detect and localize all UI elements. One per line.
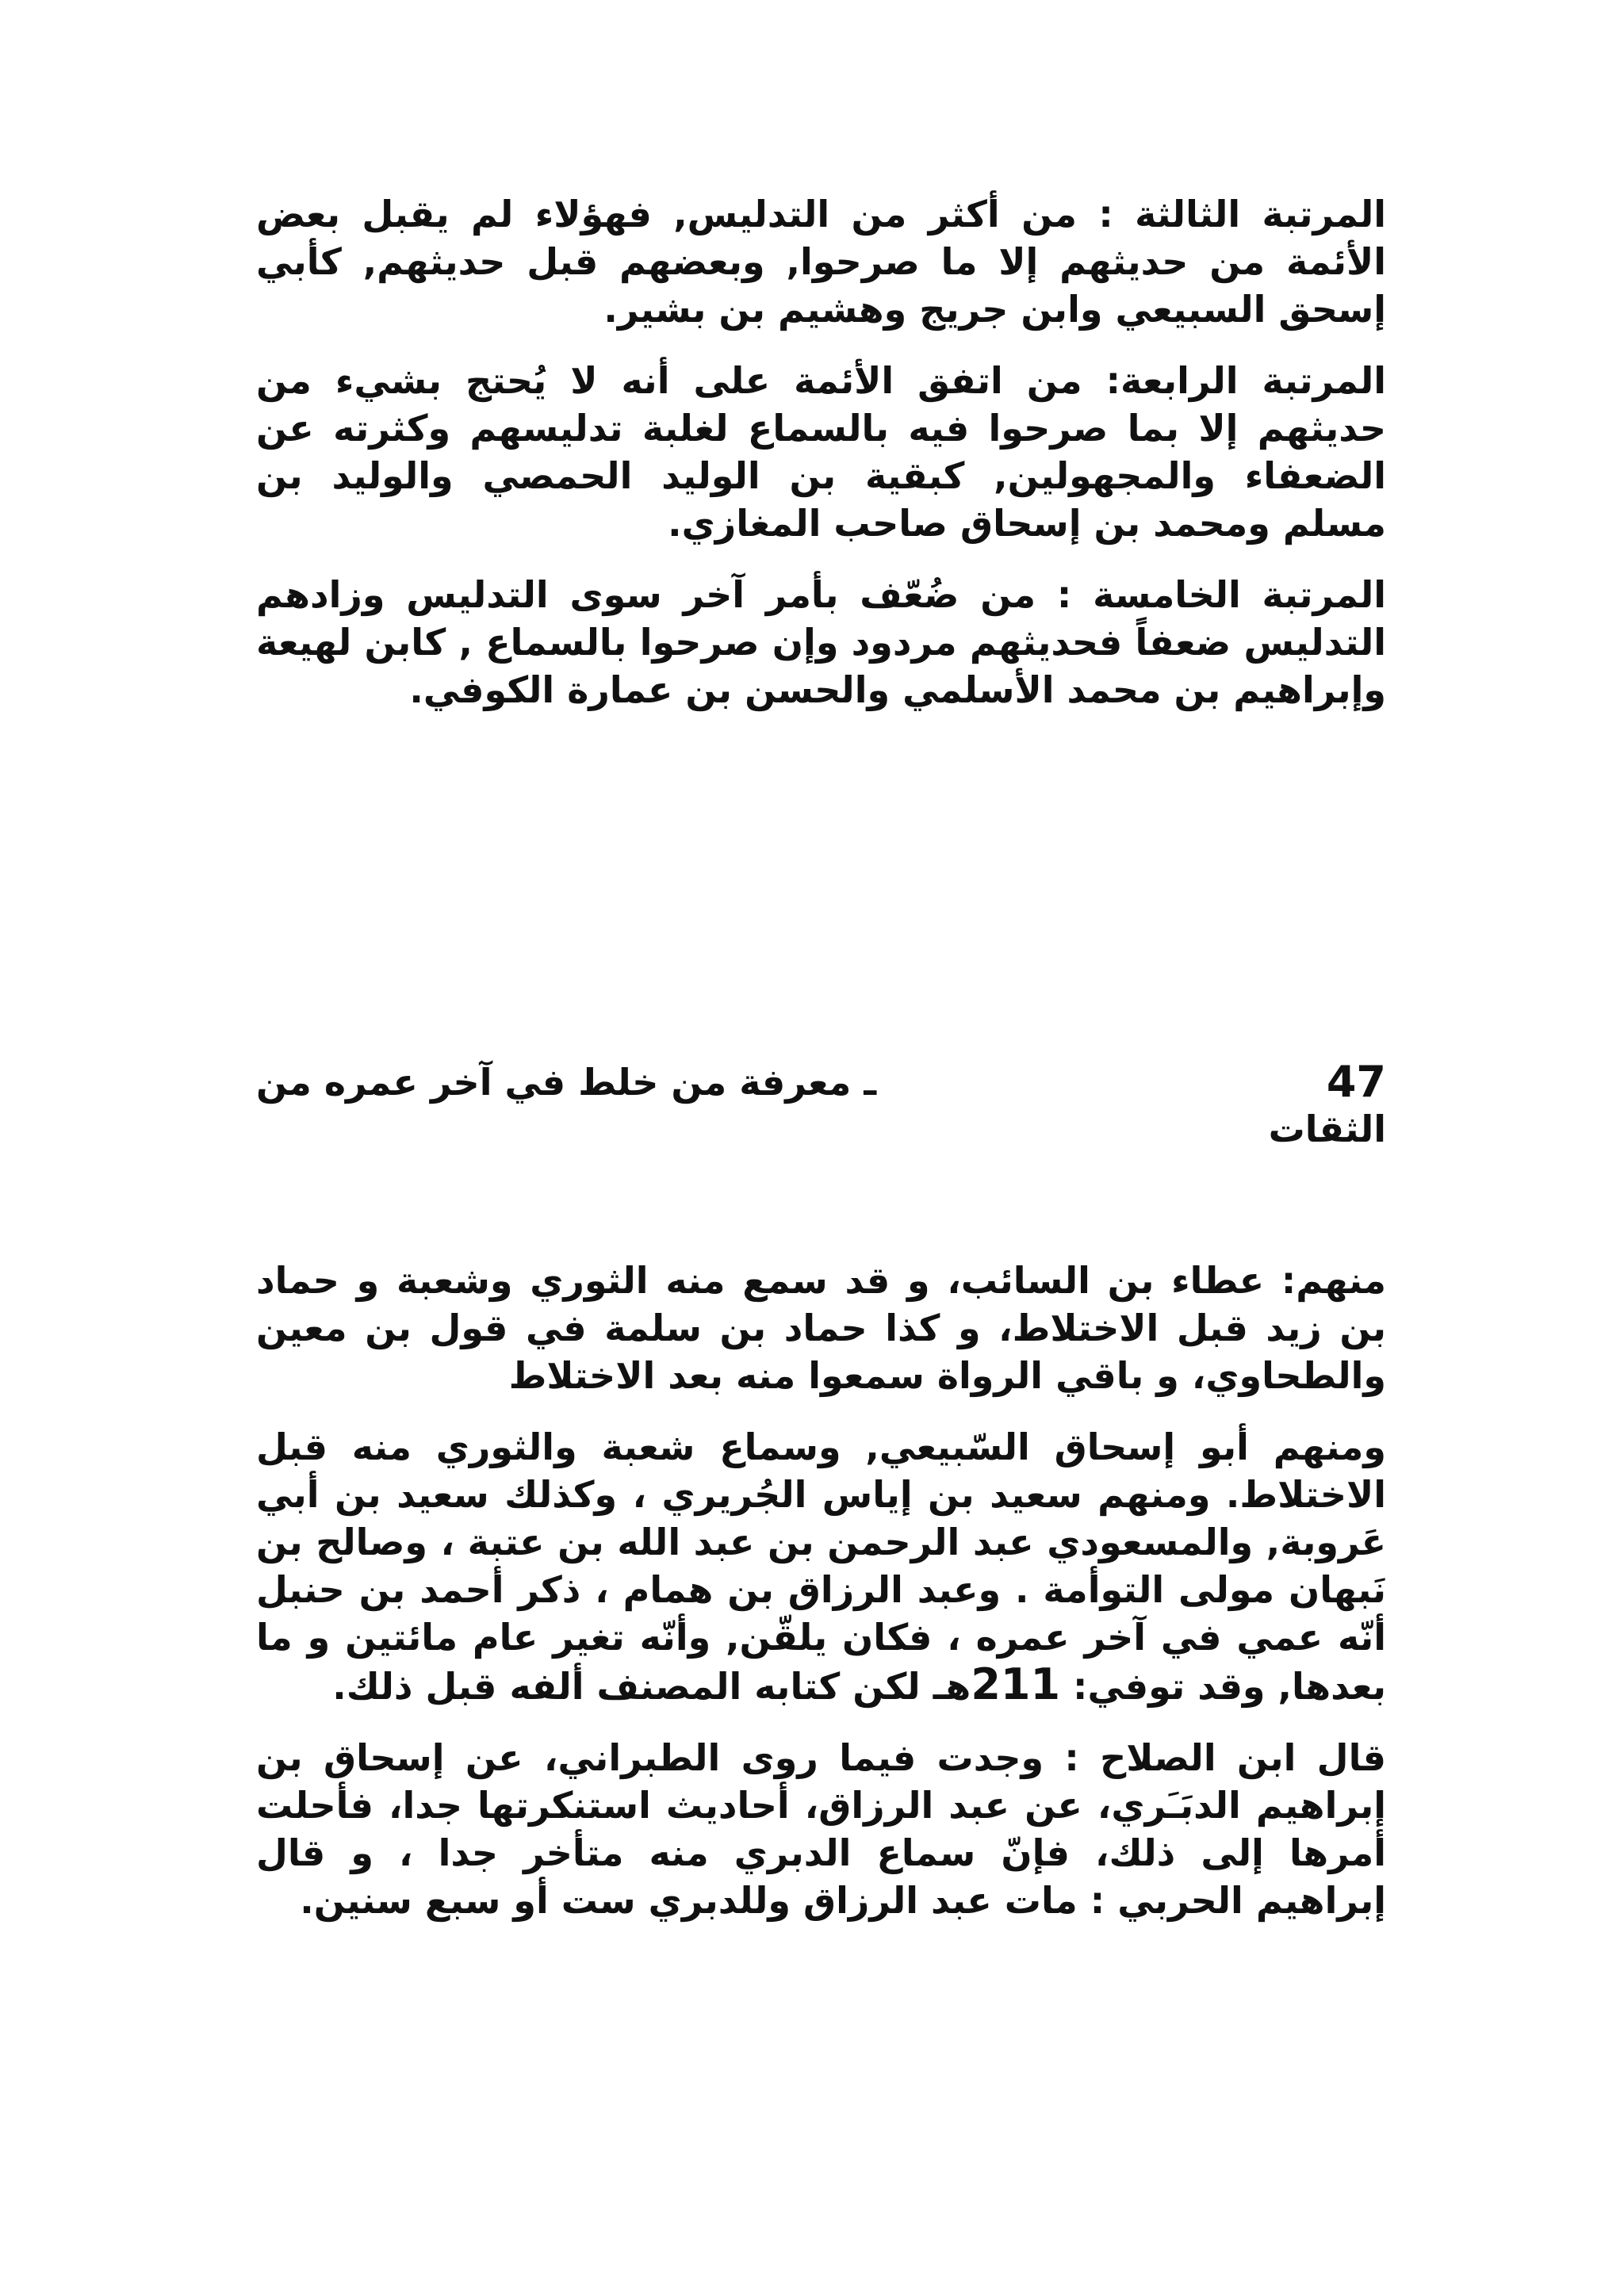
paragraph-fifth-rank: المرتبة الخامسة : من ضُعّف بأمر آخر سوى التدليس وزادهم التدليس ضعفاً فحديثهم مردود وإن صرحوا بالسماع , كابن لهيعة وإبراهيم بن محمد الأسلمي والحسن بن عمارة الكوفي. xyxy=(256,573,1386,711)
section-number: 47 xyxy=(1326,1057,1386,1107)
paragraph-ibn-salah: قال ابن الصلاح : وجدت فيما روى الطبراني، عن إسحاق بن إبراهيم الدبَـَري، عن عبد الرزاق، أحاديث استنكرتها جدا، فأحلت أمرها إلى ذلك، فإنّ سماع الدبري منه متأخر جدا ، و قال إبراهيم الحربي : مات عبد الرزاق وللدبري ست أو سبع سنين. xyxy=(256,1736,1386,1922)
section-title-continuation: الثقات xyxy=(1268,1108,1386,1150)
paragraph-ata-ibn-saib: منهم: عطاء بن السائب، و قد سمع منه الثوري وشعبة و حماد بن زيد قبل الاختلاط، و كذا حماد بن سلمة في قول بن معين والطحاوي، و باقي الرواة سمعوا منه بعد الاختلاط xyxy=(256,1259,1386,1397)
section-heading xyxy=(256,1054,1386,1165)
bottom-section xyxy=(256,1257,1386,1948)
paragraph-fourth-rank: المرتبة الرابعة: من اتفق الأئمة على أنه لا يُحتج بشيء من حديثهم إلا بما صرحوا فيه بالسماع لغلبة تدليسهم وكثرته عن الضعفاء والمجهولين, كبقية بن الوليد الحمصي والوليد بن مسلم ومحمد بن إسحاق صاحب المغازي. xyxy=(256,359,1386,545)
death-year: 211 xyxy=(971,1659,1061,1709)
paragraph-abu-ishaq xyxy=(256,1423,1386,1710)
section-title: ـ معرفة من خلط في آخر عمره من xyxy=(256,1061,877,1104)
paragraph-abu-ishaq-end: هـ لكن كتابه المصنف ألفه قبل ذلك. xyxy=(332,1665,971,1708)
top-section xyxy=(256,190,1386,737)
paragraph-third-rank: المرتبة الثالثة : من أكثر من التدليس, فهؤلاء لم يقبل بعض الأئمة من حديثهم إلا ما صرحوا, وبعضهم قبل حديثهم, كأبي إسحق السبيعي وابن جريج وهشيم بن بشير. xyxy=(256,193,1386,331)
paragraph-abu-ishaq-text: ومنهم أبو إسحاق السّبيعي, وسماع شعبة والثوري منه قبل الاختلاط. ومنهم سعيد بن إياس الجُريري ، وكذلك سعيد بن أبي عَروبة, والمسعودي عبد الرحمن بن عبد الله بن عتبة ، وصالح بن نَبهان مولى التوأمة . وعبد الرزاق بن همام ، ذكر أحمد بن حنبل أنّه عمي في آخر عمره ، فكان يلقّن, وأنّه تغير عام مائتين و ما بعدها, وقد توفي: xyxy=(256,1425,1386,1708)
